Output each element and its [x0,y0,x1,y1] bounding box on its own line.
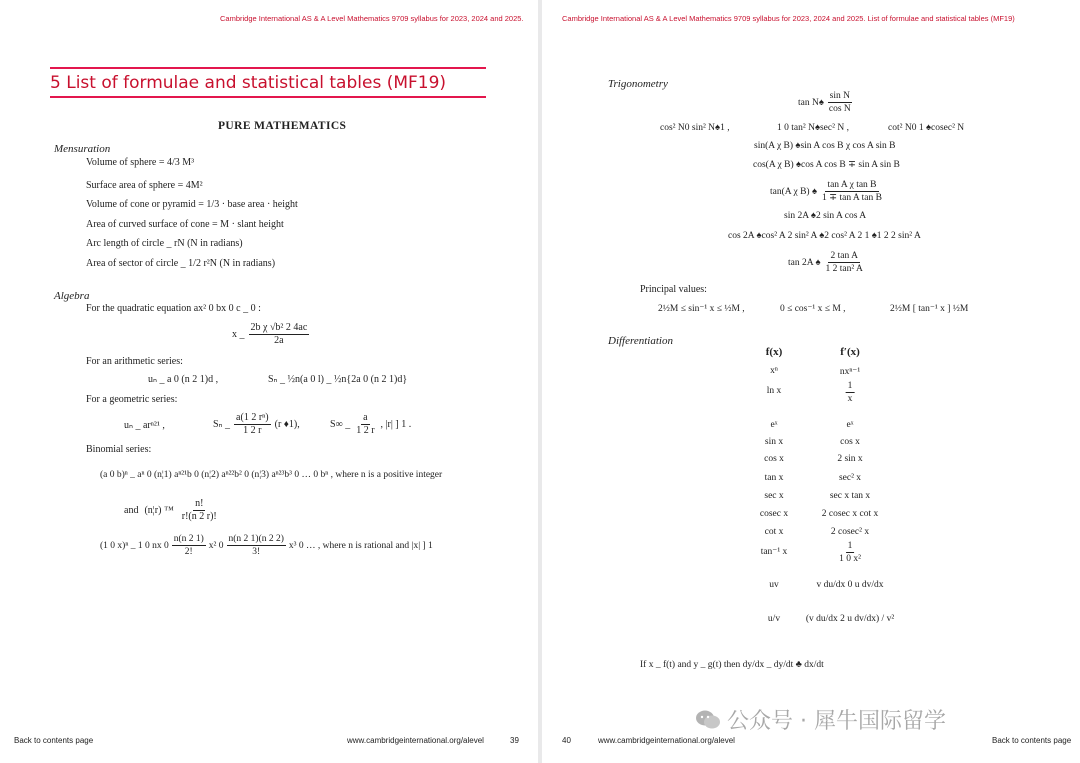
diff-derivative: eˣ [846,420,854,430]
principal-value-cos: 0 ≤ cos⁻¹ x ≤ M , [780,304,846,314]
section-title: PURE MATHEMATICS [218,120,347,132]
wechat-icon [695,709,721,731]
footer-url-link[interactable]: www.cambridgeinternational.org/alevel [598,736,735,745]
quadratic-formula: x _ $\frac{\text{2b χ √b² 2 4ac}}{2a}$ [232,322,308,346]
diff-function: sin x [764,437,784,447]
footer-url-link[interactable]: www.cambridgeinternational.org/alevel [347,736,484,745]
diff-function: sec x [764,491,784,501]
algebra-heading: Algebra [54,290,90,302]
tan-double-angle: tan 2A ♠ $\frac{\text{2 tan A}}{\text{1 2 tan² A}}$ [788,251,863,274]
principal-value-sin: 2½M ≤ sin⁻¹ x ≤ ½M , [658,304,745,314]
diff-derivative: 2 cosec x cot x [821,509,879,519]
formula-sphere-area: Surface area of sphere = 4M² [86,180,203,191]
diff-function: eˣ [770,420,778,430]
tan-compound: tan(A χ B) ♠ $\frac{\text{tan A χ tan B}}{\text{1 ∓ tan A tan B}}$ [770,180,882,203]
diff-function: tan x [764,473,784,483]
diff-derivative: cos x [840,437,860,447]
principal-value-tan: 2½M [ tan⁻¹ x ] ½M [890,304,969,314]
diff-derivative: v du/dx 0 u dv/dx [816,580,884,590]
chapter-title: 5 List of formulae and statistical tables (MF19) [50,73,447,93]
tan-definition: tan N♠ $\frac{\text{sin N}}{\text{cos N}}$ [798,91,851,114]
column-header-f: f(x) [765,346,783,358]
quadratic-intro: For the quadratic equation ax² 0 bx 0 c _ 0 : [86,303,261,314]
diff-function: uv [769,580,779,590]
diff-function: tan⁻¹ x [760,547,788,557]
cos-double-angle: cos 2A ♠cos² A 2 sin² A ♠2 cos² A 2 1 ♠1 2 2 sin² A [728,231,921,241]
parametric-differentiation: If x _ f(t) and y _ g(t) then dy/dx _ dy/dt ♣ dx/dt [640,660,824,670]
pythagorean-identity-2: 1 0 tan² N♠sec² N , [777,123,849,133]
diff-function: ln x [766,386,782,396]
diff-derivative: $\frac{1}{x}$ [847,381,853,404]
differentiation-heading: Differentiation [608,335,673,347]
diff-derivative: $\frac{1}{\text{1 0 x²}}$ [839,541,861,564]
back-to-contents-link[interactable]: Back to contents page [992,736,1072,745]
sin-compound: sin(A χ B) ♠sin A cos B χ cos A sin B [754,141,896,151]
right-page [542,0,1080,763]
formula-sphere-volume: Volume of sphere = 4/3 M³ [86,157,195,168]
title-rule-bottom [50,96,486,98]
title-rule-top [50,67,486,69]
arith-sum: Sₙ _ ½n(a 0 l) _ ½n{2a 0 (n 2 1)d} [268,374,408,385]
diff-function: u/v [767,614,781,624]
binomial-intro: Binomial series: [86,444,152,455]
pythagorean-identity-1: cos² N0 sin² N♠1 , [660,123,730,133]
diff-derivative: sec² x [838,473,862,483]
binomial-expansion: (a 0 b)ⁿ _ aⁿ 0 (n¦1) aⁿ²¹b 0 (n¦2) aⁿ²²b² 0 (n¦3) aⁿ²³b³ 0 … 0 bⁿ , where n is a positive integer [100,470,443,480]
watermark [695,704,946,735]
formula-arc-length: Arc length of circle _ rN (N in radians) [86,238,243,249]
geo-intro: For a geometric series: [86,394,178,405]
diff-derivative: 2 sin x [837,454,863,464]
running-header: Cambridge International AS & A Level Mathematics 9709 syllabus for 2023, 2024 and 2025. List of formulae and statistical tables (MF19) [562,14,1015,23]
diff-function: cot x [764,527,784,537]
diff-derivative: (v du/dx 2 u dv/dx) / v² [805,614,895,624]
running-header: Cambridge International AS & A Level Mathematics 9709 syllabus for 2023, 2024 and 2025. [220,14,524,23]
pythagorean-identity-3: cot² N0 1 ♠cosec² N [888,123,965,133]
diff-derivative: nxⁿ⁻¹ [839,367,861,377]
diff-derivative: sec x tan x [829,491,871,501]
geo-sum: Sₙ _ $\frac{\text{a(1 2 rⁿ)}}{1 2 r}$ (r ♦1), [213,412,300,436]
arith-nth-term: uₙ _ a 0 (n 2 1)d , [148,374,219,385]
cos-compound: cos(A χ B) ♠cos A cos B ∓ sin A sin B [753,160,900,170]
left-page [0,0,538,763]
diff-function: cos x [764,454,784,464]
formula-sector-area: Area of sector of circle _ 1/2 r²N (N in radians) [86,258,276,269]
arith-intro: For an arithmetic series: [86,356,183,367]
formula-cone-surface: Area of curved surface of cone = M · slant height [86,219,284,230]
diff-derivative: 2 cosec² x [830,527,870,537]
mensuration-heading: Mensuration [54,143,111,155]
principal-values-heading: Principal values: [640,284,707,295]
binomial-coefficient: and (n¦r) ™ $\frac{n!}{r!(n 2 r)!}$ [124,498,217,522]
page-number: 39 [510,736,519,745]
page-number: 40 [562,736,571,745]
diff-function: xⁿ [770,366,778,376]
back-to-contents-link[interactable]: Back to contents page [14,736,94,745]
diff-function: cosec x [759,509,789,519]
formula-cone-volume: Volume of cone or pyramid = 1/3 · base area · height [86,199,298,210]
geo-nth-term: uₙ _ arⁿ²¹ , [124,420,165,431]
trigonometry-heading: Trigonometry [608,78,668,90]
column-header-fprime: f′(x) [840,346,860,358]
binomial-general: (1 0 x)ⁿ _ 1 0 nx 0 $\frac{n(n 2 1)}{2!}$ x² 0 $\frac{n(n 2 1)(n 2 2)}{3!}$ x³ 0 … , where n is rational and |x| ] 1 [100,534,433,557]
sin-double-angle: sin 2A ♠2 sin A cos A [784,211,867,221]
geo-sum-infinity: S∞ _ $\frac{a}{1 2 r}$ , |r| ] 1 . [330,412,412,436]
watermark-text: 公众号 · 犀牛国际留学 [727,709,946,734]
